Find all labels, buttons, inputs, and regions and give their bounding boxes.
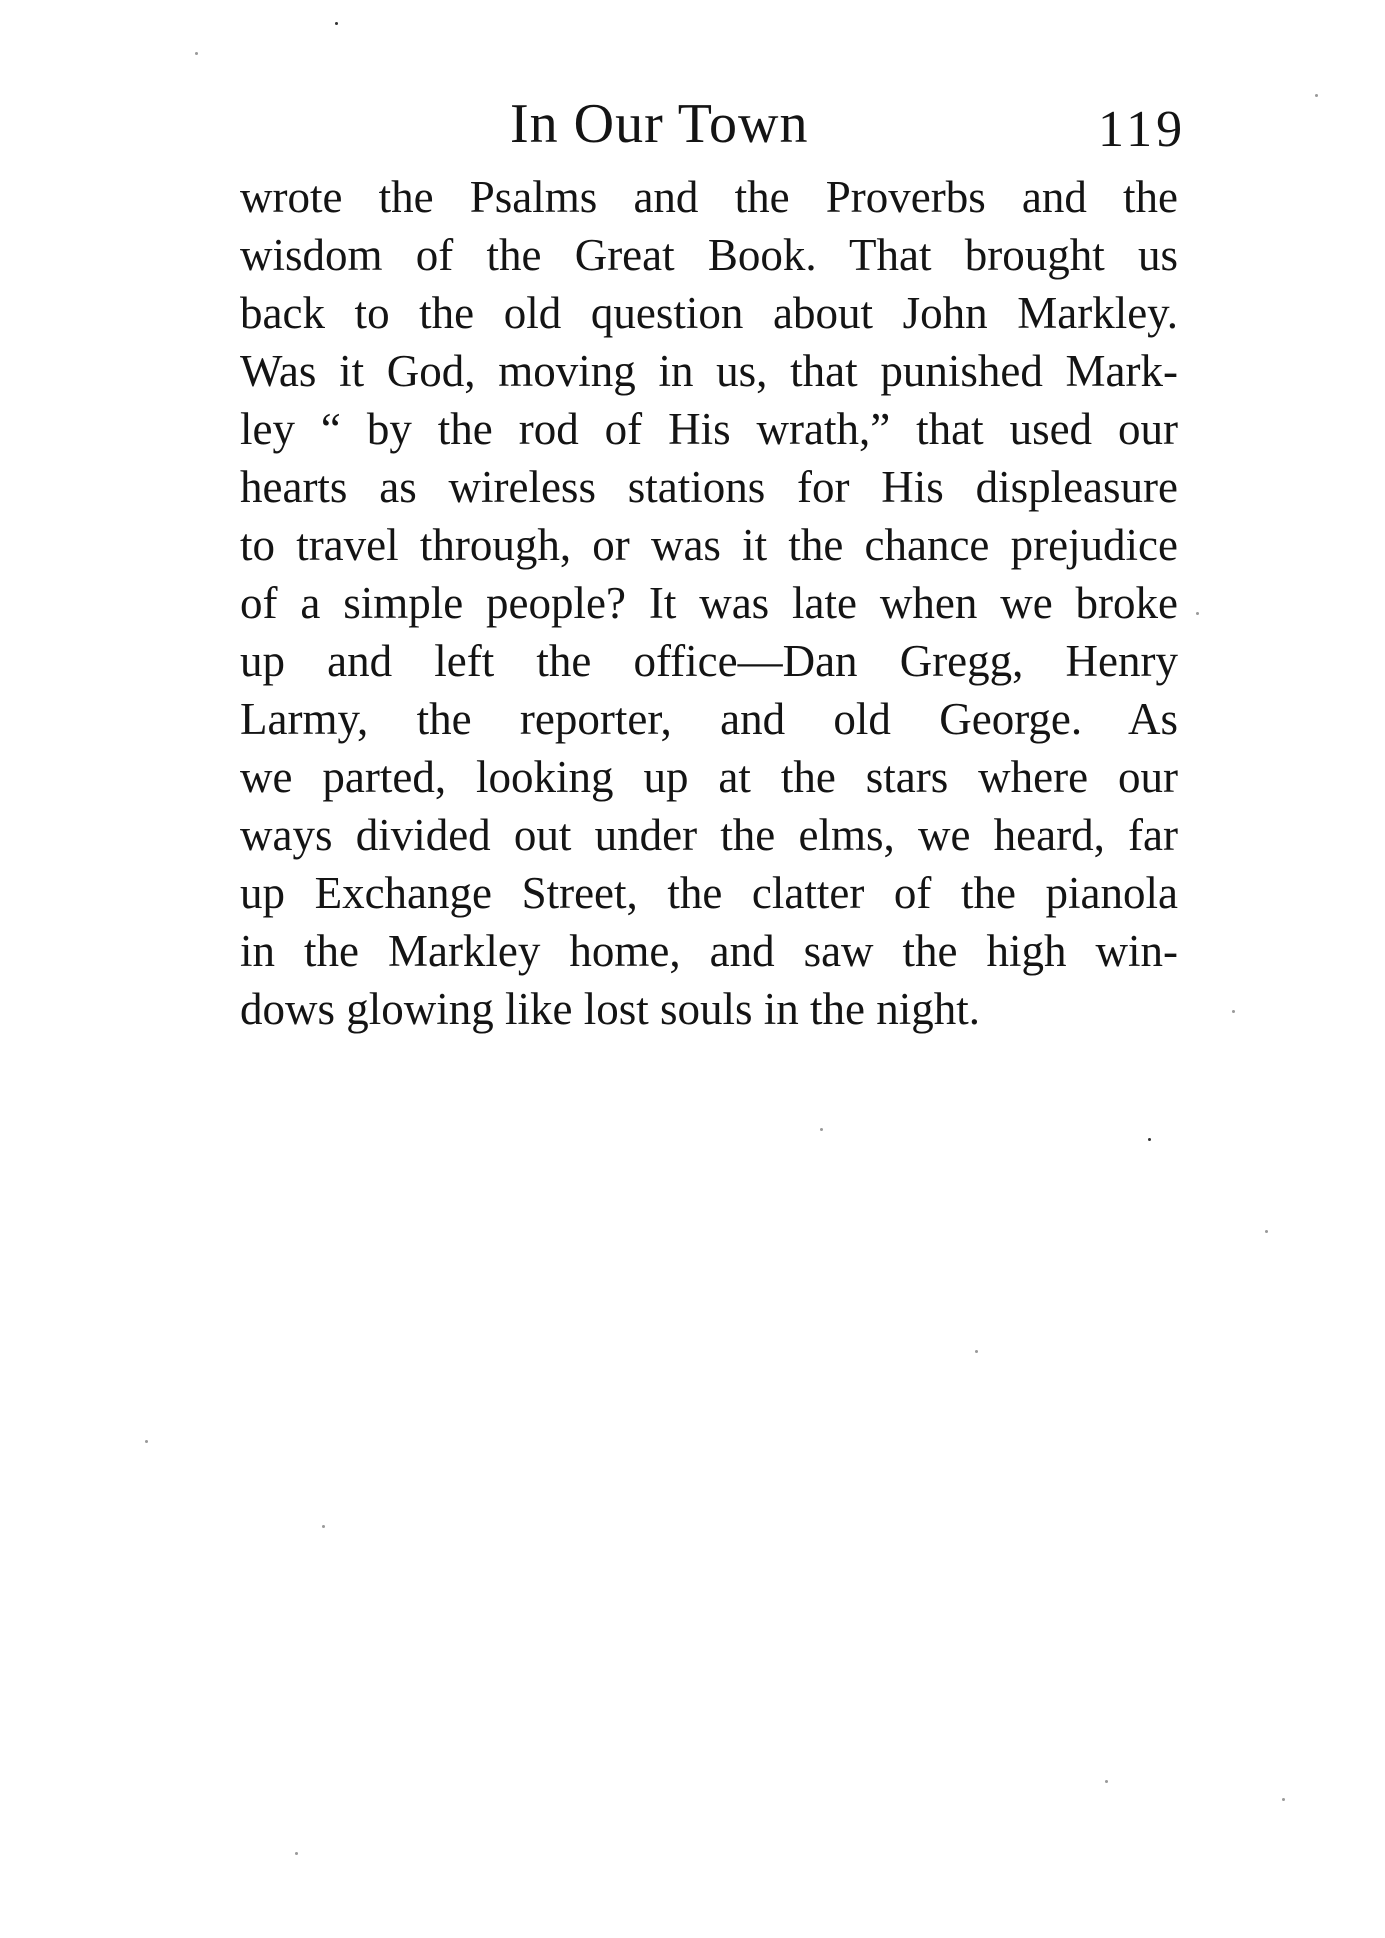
text-line: up and left the office—Dan Gregg, Henry [240,636,1178,686]
text-line: ley “ by the rod of His wrath,” that used our [240,404,1178,454]
text-line: we parted, looking up at the stars where our [240,752,1178,802]
text-line: wisdom of the Great Book. That brought us [240,230,1178,280]
text-line: in the Markley home, and saw the high win- [240,926,1178,976]
scan-speck [195,52,198,55]
scan-speck [1148,1138,1151,1141]
scan-speck [145,1440,148,1443]
text-line: Was it God, moving in us, that punished Mark- [240,346,1178,396]
scan-speck [1232,1010,1235,1013]
scan-speck [1105,1780,1108,1783]
running-head-title: In Our Town [510,93,809,155]
text-line: up Exchange Street, the clatter of the pianola [240,868,1178,918]
page-number: 119 [1098,101,1187,158]
scan-speck [1282,1798,1285,1801]
body-paragraph [240,168,1178,1038]
text-line: dows glowing like lost souls in the night. [240,984,981,1034]
text-line: Larmy, the reporter, and old George. As [240,694,1178,744]
text-line: back to the old question about John Markley. [240,288,1178,338]
scan-speck [322,1525,325,1528]
text-line: of a simple people? It was late when we broke [240,578,1178,628]
text-line: wrote the Psalms and the Proverbs and the [240,172,1178,222]
scan-speck [335,22,338,25]
scan-speck [975,1350,978,1353]
scan-speck [820,1128,823,1131]
text-line: hearts as wireless stations for His displeasure [240,462,1178,512]
scan-speck [1196,612,1199,615]
text-line: ways divided out under the elms, we heard, far [240,810,1178,860]
text-line: to travel through, or was it the chance prejudice [240,520,1178,570]
scan-speck [1265,1230,1268,1233]
scan-speck [1315,94,1318,97]
scan-speck [295,1852,298,1855]
